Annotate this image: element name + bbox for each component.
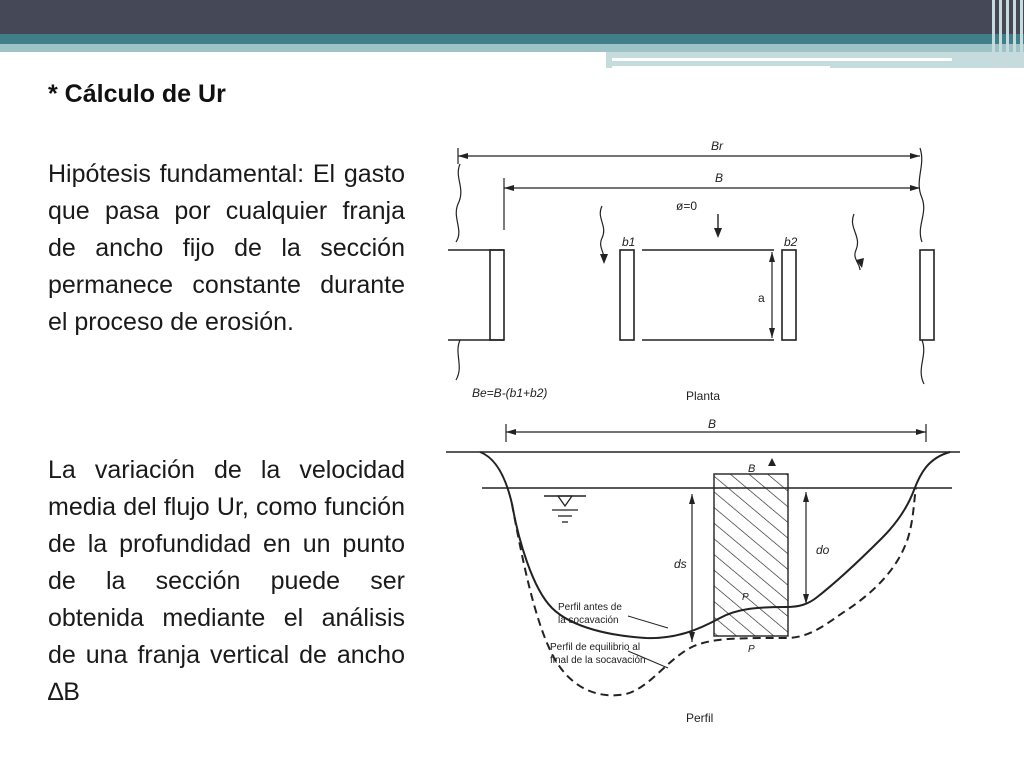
label-P-upper: P — [742, 592, 749, 603]
label-b1: b1 — [622, 235, 636, 249]
caption-planta: Planta — [686, 389, 721, 403]
slide-heading: * Cálculo de Ur — [48, 80, 226, 108]
label-do: do — [816, 543, 830, 557]
annot-perfil-equilibrio-1: Perfil de equilibrio al — [550, 642, 641, 653]
label-a: a — [758, 291, 765, 305]
paragraph-velocity: La variación de la velocidad media del flujo Ur, como función de la profundidad en un punto de la sección puede ser obtenida mediante el análisis de una franja vertical de ancho ∆B — [48, 456, 405, 706]
label-b2: b2 — [784, 235, 798, 249]
annot-perfil-antes-2: la socavación — [558, 615, 619, 626]
label-ds: ds — [674, 557, 687, 571]
caption-perfil: Perfil — [686, 711, 714, 725]
label-Br: Br — [711, 139, 723, 153]
label-B-profile: B — [708, 417, 717, 431]
slide-corner-stripes — [990, 0, 1024, 68]
label-B-plan: B — [715, 171, 724, 185]
annot-perfil-equilibrio-2: final de la socavación — [550, 655, 646, 666]
plan-view — [448, 139, 934, 403]
slide-accent-line — [612, 58, 952, 61]
annot-perfil-antes-1: Perfil antes de — [558, 602, 622, 613]
label-delta-B: B — [748, 463, 756, 475]
label-Be: Be=B-(b1+b2) — [472, 386, 548, 400]
scour-diagram — [436, 118, 976, 738]
slide-top-bar — [0, 0, 1024, 34]
slide-accent-line-short — [612, 66, 830, 69]
label-P-lower: P — [748, 644, 755, 655]
slide-accent-band-light — [0, 44, 1024, 52]
label-phi: ø=0 — [676, 199, 698, 213]
slide-accent-band — [0, 34, 1024, 44]
profile-view — [446, 417, 960, 725]
paragraph-hypothesis: Hipótesis fundamental: El gasto que pasa por cualquier franja de ancho fijo de la sección permanece constante durante el proceso de erosión. — [48, 160, 405, 336]
